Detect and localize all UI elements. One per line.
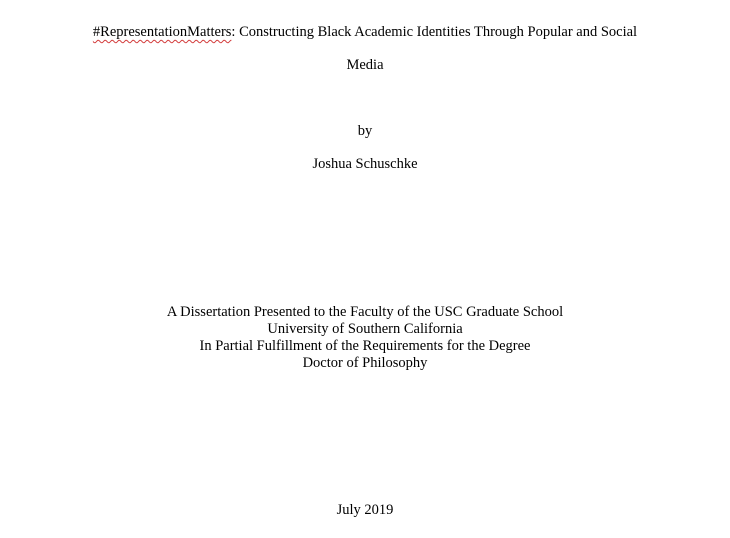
statement-line-1: A Dissertation Presented to the Faculty of the USC Graduate School [166,304,564,320]
author-name: Joshua Schuschke [312,156,418,172]
title-line-2: Media [346,57,384,73]
statement-line-2: University of Southern California [267,321,463,337]
statement-line-3: In Partial Fulfillment of the Requirements for the Degree [199,338,531,354]
by-label: by [357,123,373,139]
title-text: : Constructing Black Academic Identities Through Popular and Social [231,24,638,40]
submission-date: July 2019 [336,502,394,518]
title-hashtag-misspelled: #RepresentationMatters [92,24,232,40]
title-line-1 [0,24,730,41]
statement-line-4: Doctor of Philosophy [302,355,428,371]
dissertation-statement [0,304,730,372]
